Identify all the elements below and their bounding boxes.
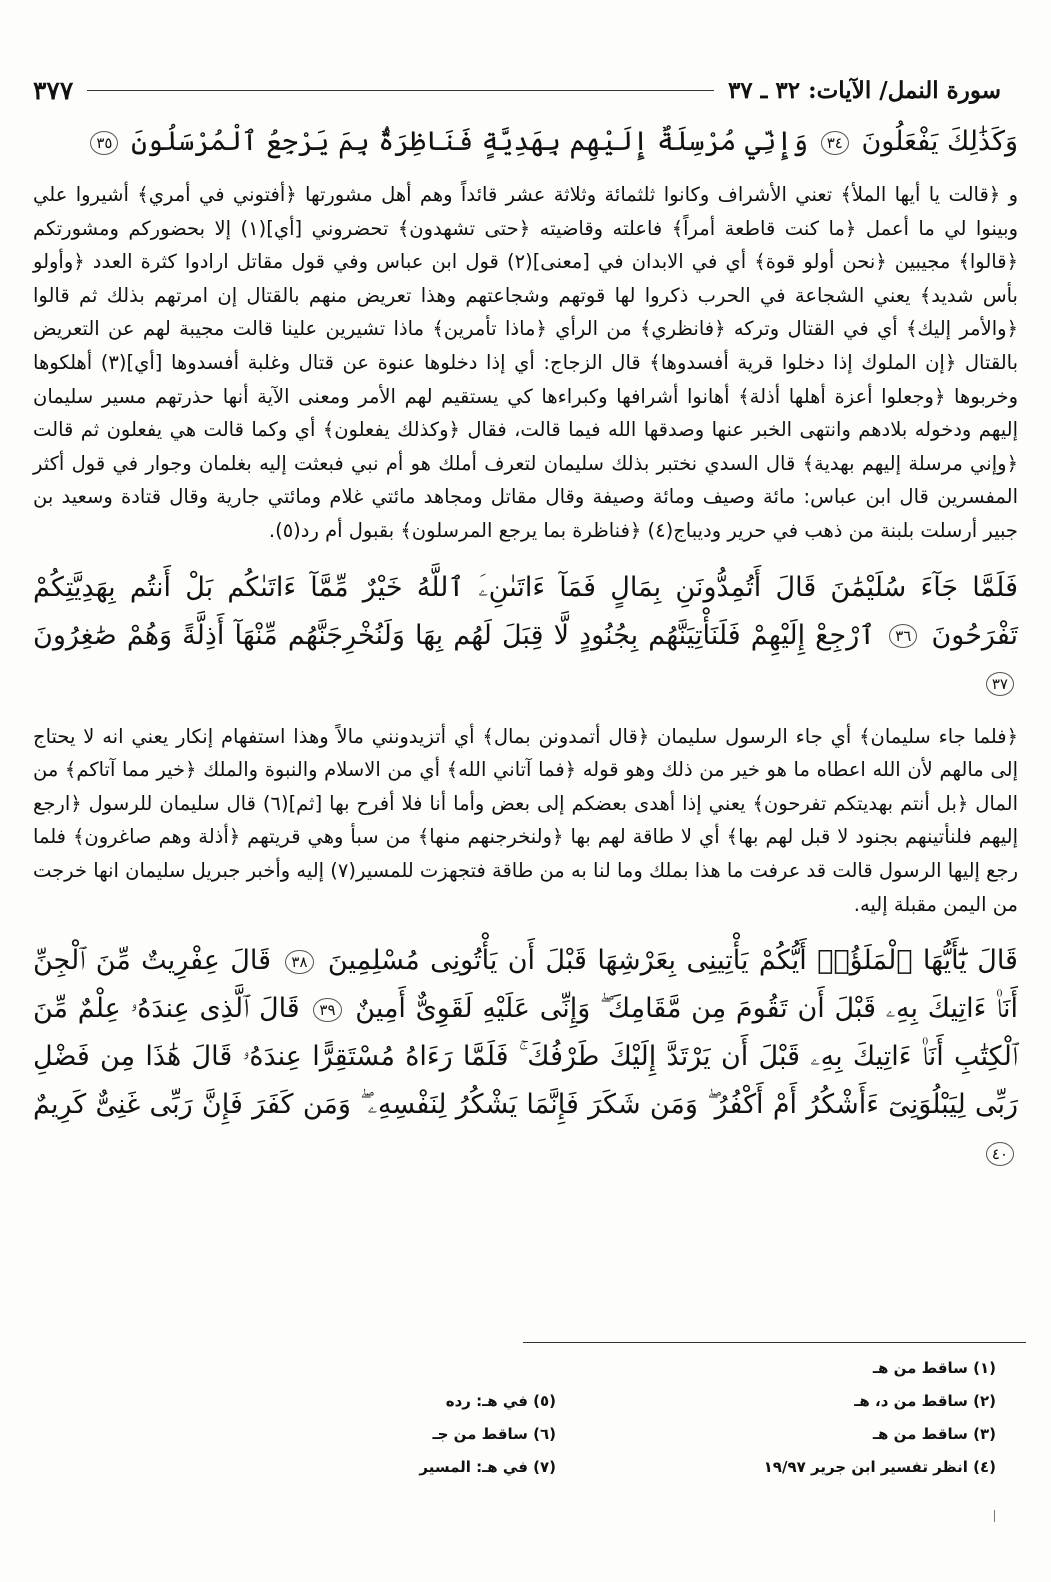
- verse-text: وَإِنِّي مُرْسِلَةٌ إِلَيْهِم بِهَدِيَّةٍ فَنَاظِرَةٌۢ بِمَ يَرْجِعُ ٱلْمُرْسَلُونَ: [131, 126, 809, 157]
- commentary-paragraph-1: و ﴿قالت يا أيها الملأ﴾ تعني الأشراف وكانوا ثلثمائة وثلاثة عشر قائداً وهم أهل مشورتها ﴿أفتوني في أمري﴾ أشيروا علي وبينوا لي ما أعمل ﴿ما كنت قاطعة أمراً﴾ فاعلته وقاضيته ﴿حتى تشهدون﴾ تحضروني [أي](١) إلا بحضوركم ومشورتكم ﴿قالوا﴾ مجيبين ﴿نحن أولو قوة﴾ أي في الابدان في [معنى](٢) قول ابن عباس وفي قول مقاتل ارادوا كثرة العدد ﴿وأولو بأس شديد﴾ يعني الشجاعة في الحرب ذكروا لها قوتهم وشجاعتهم وهذا تعريض منهم بالقتال إن امرتهم بذلك ثم قالوا ﴿والأمر إليك﴾ أي في القتال وتركه ﴿فانظري﴾ من الرأي ﴿ماذا تأمرين﴾ ماذا تشيرين علينا قالت مجيبة لهم عن التعريض بالقتال ﴿إن الملوك إذا دخلوا قرية أفسدوها﴾ قال الزجاج: أي إذا دخلوها عنوة عن قتال وغلبة أفسدوها [أي](٣) أهلكوها وخربوها ﴿وجعلوا أعزة أهلها أذلة﴾ أهانوا أشرافها وكبراءها كي يستقيم لهم الأمر ومعنى الآية أنها حذرتهم مسير سليمان إليهم ودخوله بلادهم وانتهى الخبر عنها وصدقها الله فيما قالت، فقال ﴿وكذلك يفعلون﴾ أي وكما قالت هي يفعلون ثم قالت ﴿وإني مرسلة إليهم بهدية﴾ قال السدي نختبر بذلك سليمان لتعرف أملك هو أم نبي فبعثت إليه بغلمان وجوار في قول أكثر المفسرين قال ابن عباس: مائة وصيف ومائة وصيفة وقال مقاتل ومجاهد مائتي غلام ومائتي جارية وقال قتادة وسعيد بن جبير أرسلت بلبنة من ذهب في حرير وديباج(٤) ﴿فناظرة بما يرجع المرسلون﴾ بقبول أم رد(٥).: [33, 183, 1018, 542]
- page-number: ٣٧٧: [33, 75, 74, 105]
- verse-text: قَالَ عِفْرِيتٌ مِّنَ ٱلْجِنِّ أَنَا۠ ءَاتِيكَ بِهِۦ قَبْلَ أَن تَقُومَ مِن مَّقَامِكَ ۖ وَإِنِّى عَلَيْهِ لَقَوِىٌّ أَمِينٌ: [33, 945, 1018, 1025]
- page-body: [33, 118, 1018, 1189]
- verse-text: وَكَذَٰلِكَ يَفْعَلُونَ: [861, 126, 1018, 157]
- footnotes: [70, 1352, 996, 1484]
- quran-verses-36-37: [33, 564, 1018, 708]
- ayah-number-marker: ٣٤: [821, 131, 849, 155]
- verse-text: ٱرْجِعْ إِلَيْهِمْ فَلَنَأْتِيَنَّهُم بِجُنُودٍ لَّا قِبَلَ لَهُم بِهَا وَلَنُخْرِجَنَّهُم مِّنْهَآ أَذِلَّةً وَهُمْ صَٰغِرُونَ: [33, 619, 876, 651]
- footnote: (٤) انظر تفسير ابن جرير ١٩/٩٧: [763, 1458, 996, 1476]
- header-rule: [87, 90, 714, 91]
- verse-text: قَالَ ٱلَّذِى عِندَهُۥ عِلْمٌ مِّنَ ٱلْكِتَٰبِ أَنَا۠ ءَاتِيكَ بِهِۦ قَبْلَ أَن يَرْتَدَّ إِلَيْكَ طَرْفُكَ ۚ فَلَمَّا رَءَاهُ مُسْتَقِرًّا عِندَهُۥ قَالَ هَٰذَا مِن فَضْلِ رَبِّى لِيَبْلُوَنِىٓ ءَأَشْكُرُ أَمْ أَكْفُرُ ۖ وَمَن شَكَرَ فَإِنَّمَا يَشْكُرُ لِنَفْسِهِۦ ۖ وَمَن كَفَرَ فَإِنَّ رَبِّى غَنِىٌّ كَرِيمٌ: [33, 993, 1018, 1121]
- surah-title: سورة النمل/ الآيات: ٣٢ ـ ٣٧: [727, 76, 1001, 104]
- footnote: (٥) في هـ: رده: [445, 1392, 556, 1410]
- commentary-paragraph-2: ﴿فلما جاء سليمان﴾ أي جاء الرسول سليمان ﴿قال أتمدونن بمال﴾ أي أتزيدونني مالاً وهذا استفهام إنكار يعني انه لا يحتاج إلى مالهم لأن الله اعطاه ما هو خير من ذلك وهو قوله ﴿فما آتاني الله﴾ أي من الاسلام والنبوة والملك ﴿خير مما آتاكم﴾ من المال ﴿بل أنتم بهديتكم تفرحون﴾ يعني إذا أهدى بعضكم إلى بعض وأما أنا فلا أفرح بها [ثم](٦) قال سليمان للرسول ﴿ارجع إليهم فلنأتينهم بجنود لا قبل لهم بها﴾ أي لا طاقة لهم بها ﴿ولنخرجنهم منها﴾ من سبأ وهي قريتهم ﴿أذلة وهم صاغرون﴾ فلما رجع إليها الرسول قالت قد عرفت ما هذا بملك وما لنا به من طاقة فتجهزت للمسير(٧) إليه وأخبر جبريل سليمان انها خرجت من اليمن مقبلة إليه.: [32, 724, 1018, 916]
- footnote: (١) ساقط من هـ: [872, 1359, 996, 1377]
- footnote: (٧) في هـ: المسير: [419, 1458, 556, 1476]
- footnotes-column-right: [696, 1352, 996, 1484]
- footnote: (٣) ساقط من هـ: [872, 1425, 996, 1443]
- ayah-number-marker: ٣٩: [313, 998, 341, 1022]
- quran-verses-34-35: [33, 118, 1018, 166]
- footnote-separator: [523, 1342, 1026, 1343]
- footnotes-column-left: [256, 1352, 556, 1484]
- verse-text: قَالَ يَٰٓأَيُّهَا ٱلْمَلَؤُا۟ أَيُّكُمْ يَأْتِينِى بِعَرْشِهَا قَبْلَ أَن يَأْتُونِى مُسْلِمِينَ: [327, 945, 1018, 977]
- running-header: [33, 70, 1001, 110]
- footnote: (٢) ساقط من د، هـ: [854, 1392, 996, 1410]
- ayah-number-marker: ٣٦: [889, 624, 917, 648]
- ayah-number-marker: ٤٠: [986, 1142, 1014, 1166]
- footnote: (٦) ساقط من جـ: [432, 1425, 556, 1443]
- ayah-number-marker: ٣٧: [986, 672, 1014, 696]
- verse-text: فَلَمَّا جَآءَ سُلَيْمَٰنَ قَالَ أَتُمِدُّونَنِ بِمَالٍ فَمَآ ءَاتَىٰنِۦَ ٱللَّهُ خَيْرٌ مِّمَّآ ءَاتَىٰكُم بَلْ أَنتُم بِهَدِيَّتِكُمْ تَفْرَحُونَ: [33, 571, 1018, 651]
- scan-mark: [994, 1510, 995, 1522]
- quran-verses-38-40: [33, 937, 1018, 1177]
- ayah-number-marker: ٣٥: [90, 131, 118, 155]
- ayah-number-marker: ٣٨: [285, 950, 313, 974]
